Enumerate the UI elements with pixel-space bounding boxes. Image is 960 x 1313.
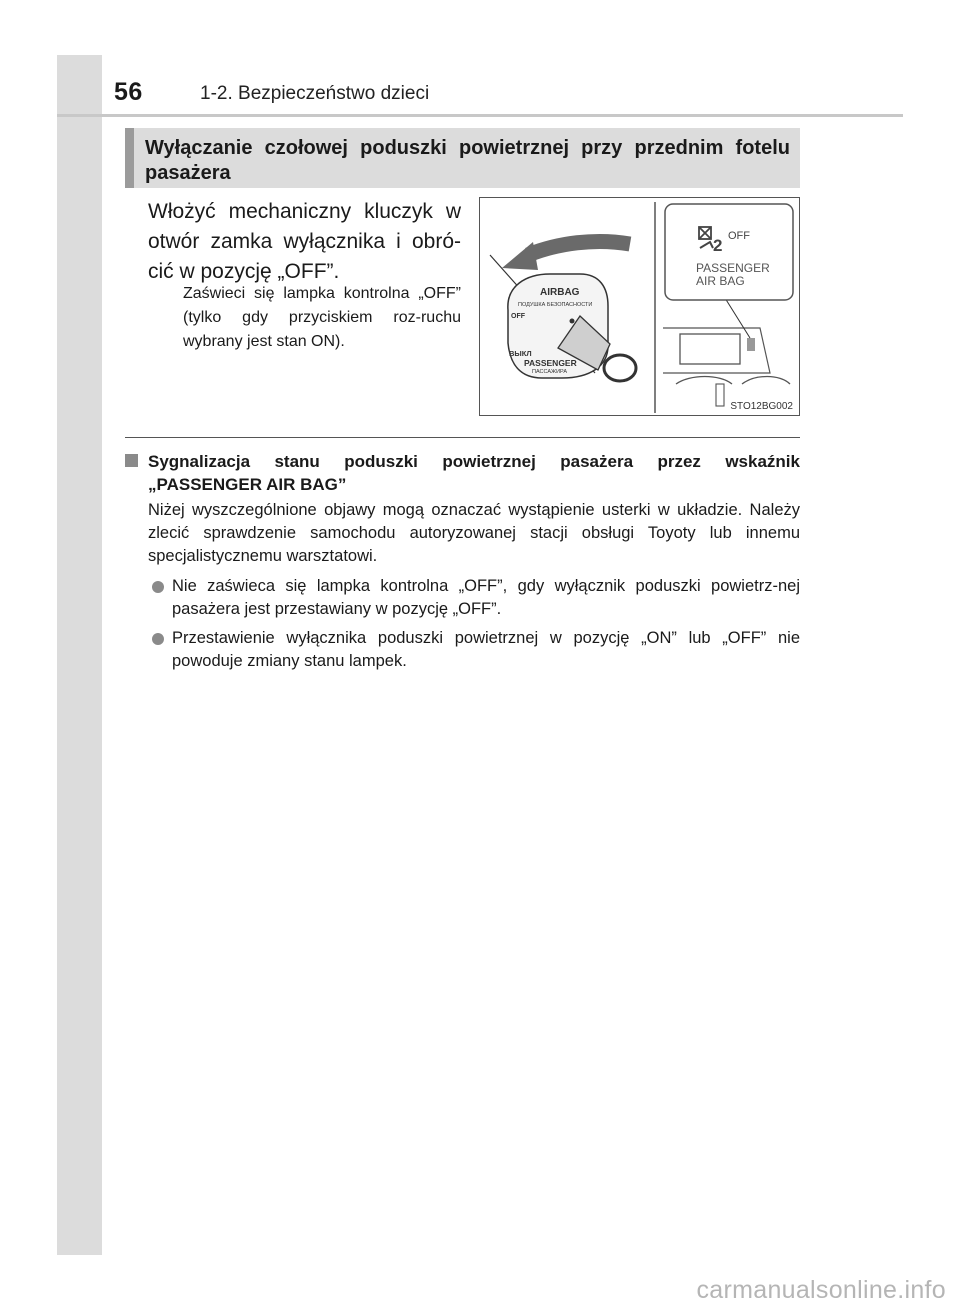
indicator-airbag-label: AIR BAG: [696, 274, 745, 288]
section-title-band: [125, 128, 800, 188]
subsection-heading: [125, 450, 800, 496]
indicator-off-label: OFF: [728, 230, 750, 242]
heading-square-icon: [125, 454, 138, 467]
section-divider: [125, 437, 800, 438]
key-ring-icon: [604, 355, 636, 381]
list-item: [148, 627, 800, 673]
switch-airbag-ru-label: ПОДУШКА БЕЗОПАСНОСТИ: [518, 302, 593, 308]
list-item-text: Przestawienie wyłącznika poduszki powietrznej w pozycję „ON” lub „OFF” nie powoduje zmiany stanu lampek.: [172, 629, 800, 670]
page-number: 56: [114, 78, 143, 106]
indicator-leader-line: [725, 298, 750, 338]
console-slot: [716, 384, 724, 406]
switch-passenger-label: PASSENGER: [524, 358, 577, 368]
switch-passenger-ru-label: ПАССАЖИРА: [532, 369, 567, 375]
indicator-passenger-label: PASSENGER: [696, 261, 770, 275]
bullet-dot-icon: [152, 581, 164, 593]
section-title: Wyłączanie czołowej poduszki powietrznej przy przednim fotelu pasażera: [145, 137, 790, 184]
step-instruction: Włożyć mechaniczny kluczyk w otwór zamka wyłącznika i obró-cić w pozycję „OFF”.: [148, 200, 461, 283]
illustration-drawing: [480, 198, 800, 416]
switch-airbag-label: AIRBAG: [540, 287, 580, 298]
switch-position-dot: [570, 319, 575, 324]
indicator-location-marker: [747, 338, 755, 351]
list-item-text: Nie zaświeca się lampka kontrolna „OFF”, gdy wyłącznik poduszki powietrz-nej pasażera jest przestawiany w pozycję „OFF”.: [172, 577, 800, 618]
list-item: [148, 575, 800, 621]
rotation-arrow-icon: [528, 241, 630, 255]
switch-off-label: OFF: [511, 313, 525, 320]
figure-code: STO12BG002: [730, 401, 793, 412]
watermark: carmanualsonline.info: [696, 1276, 946, 1304]
airbag-switch-illustration: [479, 197, 800, 416]
section-path: 1-2. Bezpieczeństwo dzieci: [200, 83, 430, 104]
svg-text:2: 2: [713, 236, 723, 255]
rotation-arrowhead-icon: [502, 242, 538, 270]
step-note: Zaświeci się lampka kontrolna „OFF” (tylko gdy przyciskiem roz-ruchu wybrany jest stan ON).: [183, 285, 461, 350]
bullet-dot-icon: [152, 633, 164, 645]
switch-off-ru-label: ВЫКЛ: [509, 349, 532, 358]
title-accent-bar: [125, 128, 134, 188]
air-vents: [676, 377, 790, 385]
side-margin-band: [57, 55, 102, 1255]
subsection-heading-text: Sygnalizacja stanu poduszki powietrznej pasażera przez wskaźnik „PASSENGER AIR BAG”: [148, 452, 800, 494]
subsection-paragraph: Niżej wyszczególnione objawy mogą oznaczać wystąpienie usterki w układzie. Należy zlecić sprawdzenie samochodu autoryzowanej stacji obsługi Toyoty lub innemu specjalistycznemu warsztatowi.: [148, 501, 800, 565]
center-display-icon: [680, 334, 740, 364]
header-rule: [57, 114, 903, 117]
